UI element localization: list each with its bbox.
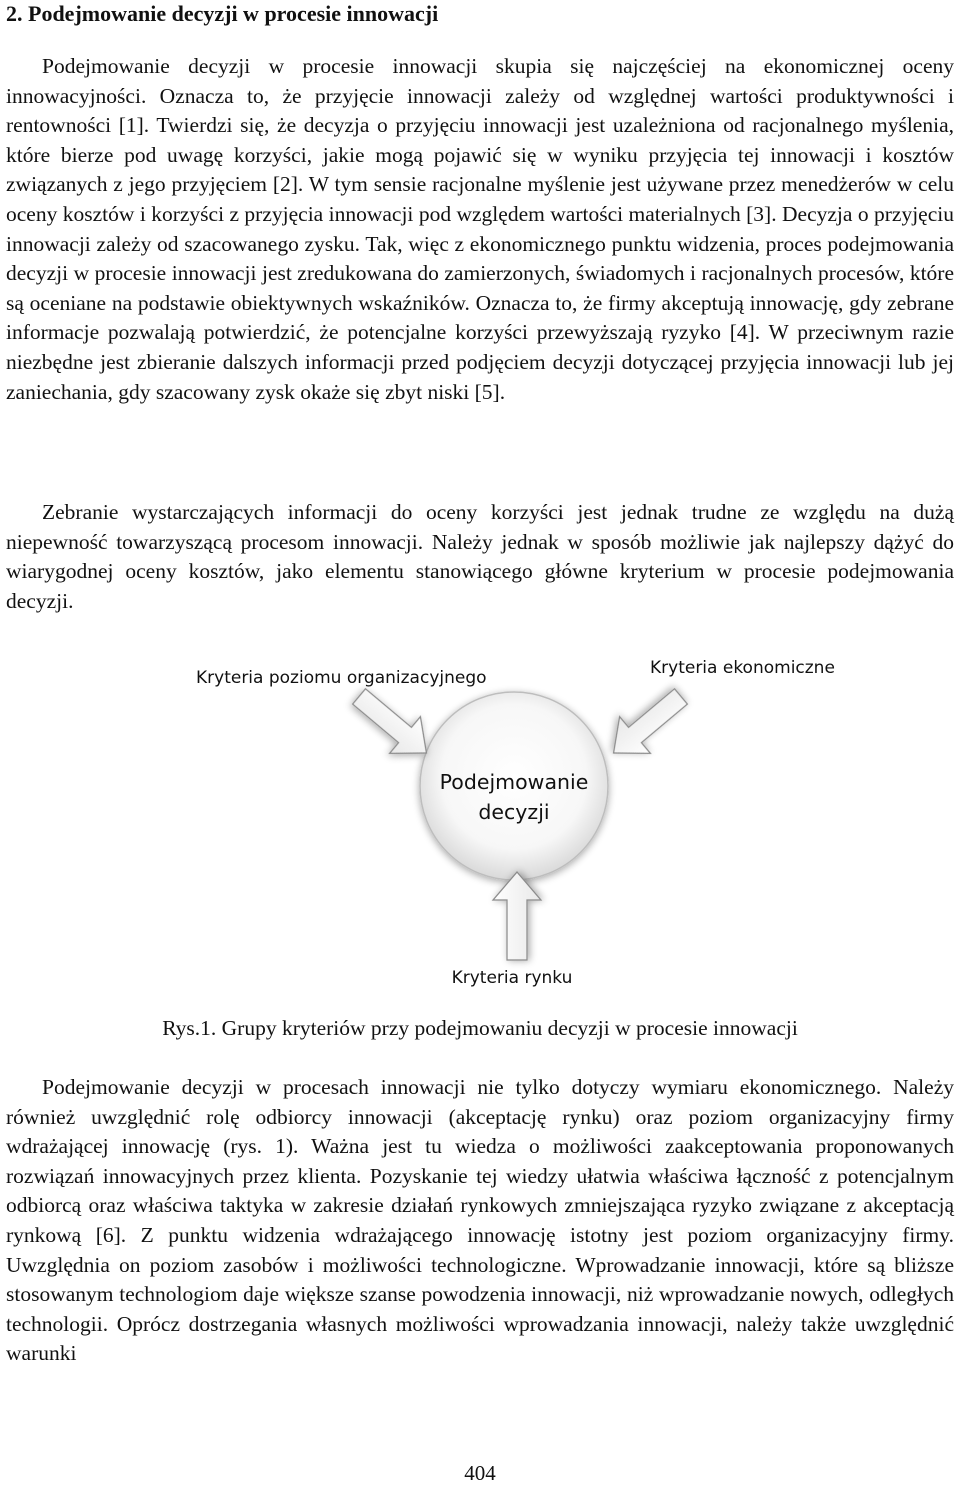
label-market-criteria: Kryteria rynku <box>451 968 573 988</box>
label-economic-criteria: Kryteria ekonomiczne <box>650 658 835 678</box>
paragraph-3: Podejmowanie decyzji w procesach innowacji nie tylko dotyczy wymiaru ekonomicznego. Należy również uwzględnić rolę odbiorcy innowacji (akceptację rynku) oraz poziom organizacyjny firmy wdrażającej innowację (rys. 1). Ważna jest tu wiedza o możliwości zaakceptowania proponowanych rozwiązań innowacyjnych przez klienta. Pozyskanie tej wiedzy ułatwia właściwa łączność z potencjalnym odbiorcą oraz właściwa taktyka w zakresie działań rynkowych zmniejszająca ryzyko związane z akceptacją rynkową [6]. Z punktu widzenia wdrażającego innowację istotny jest poziom organizacyjny firmy. Uwzględnia on poziom zasobów i możliwości technologiczne. Wprowadzanie innowacji, które są bliższe stosowanym technologiom daje większe szanse powodzenia innowacji, niż wprowadzanie nowych, odległych technologii. Oprócz dostrzegania własnych możliwości wprowadzania innowacji, należy także uwzględnić warunki <box>6 1075 954 1366</box>
criteria-diagram <box>180 650 835 995</box>
arrow-economic <box>598 678 696 771</box>
paragraph-1: Podejmowanie decyzji w procesie innowacji skupia się najczęściej na ekonomicznej oceny innowacyjności. Oznacza to, że przyjęcie innowacji zależy od względnej wartości produktywności i rentowności [1]. Twierdzi się, że decyzja o przyjęciu innowacji jest uzależniona od racjonalnego myślenia, które bierze pod uwagę korzyści, jakie mogą pojawić się w wyniku przyjęcia tej innowacji i kosztów związanych z jego przyjęciem [2]. W tym sensie racjonalne myślenie jest używane przez menedżerów w celu oceny kosztów i korzyści z przyjęcia innowacji pod względem wartości materialnych [3]. Decyzja o przyjęciu innowacji zależy od szacowanego zysku. Tak, więc z ekonomicznego punktu widzenia, proces podejmowania decyzji w procesie innowacji jest zredukowana do zamierzonych, świadomych i racjonalnych procesów, które są oceniane na podstawie obiektywnych wskaźników. Oznacza to, że firmy akceptują innowację, gdy zebrane informacje pozwalają potwierdzić, że potencjalne korzyści przewyższają ryzyko [4]. W przeciwnym razie niezbędne jest zbieranie dalszych informacji przed podjęciem decyzji dotyczącej przyjęcia innowacji lub jej zaniechania, gdy szacowany zysk okaże się zbyt niski [5]. <box>6 54 954 404</box>
arrow-market <box>493 872 541 960</box>
page-number: 404 <box>464 1461 496 1485</box>
figure-caption: Rys.1. Grupy kryteriów przy podejmowaniu decyzji w procesie innowacji <box>162 1016 798 1040</box>
label-decision-making: Podejmowanie decyzji <box>439 770 589 824</box>
label-organizational-criteria: Kryteria poziomu organizacyjnego <box>196 668 487 688</box>
section-heading: 2. Podejmowanie decyzji w procesie innowacji <box>6 1 439 26</box>
paragraph-2: Zebranie wystarczających informacji do oceny korzyści jest jednak trudne ze względu na dużą niepewność towarzyszącą procesom innowacji. Należy jednak w sposób możliwie jak najlepszy dążyć do wiarygodnej oceny kosztów, jako elementu stanowiącego główne kryterium w procesie podejmowania decyzji. <box>6 500 954 613</box>
